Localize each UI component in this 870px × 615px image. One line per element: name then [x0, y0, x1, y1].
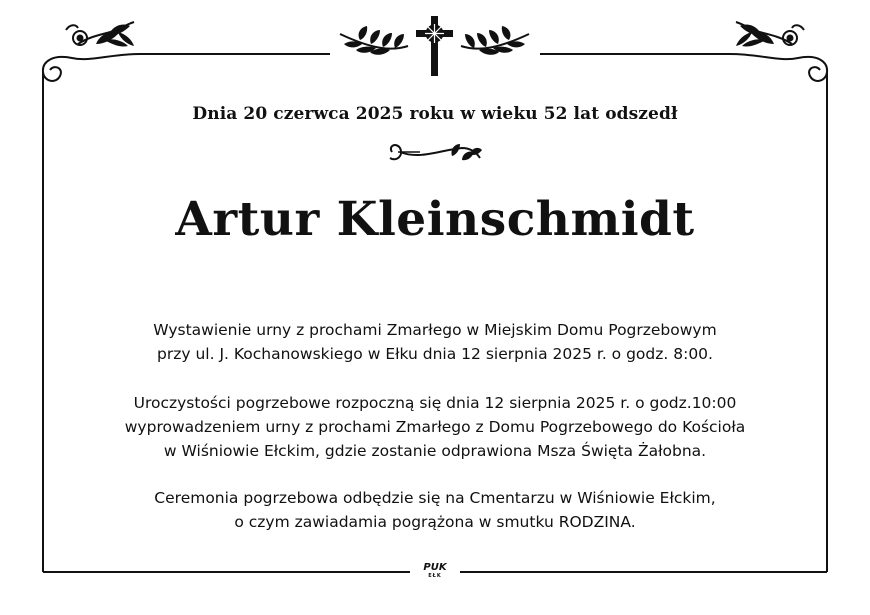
paragraph-line: przy ul. J. Kochanowskiego w Ełku dnia 12 sierpnia 2025 r. o godz. 8:00. [157, 345, 713, 363]
floral-flourish-icon [730, 22, 827, 92]
leaf-flourish-icon [390, 144, 482, 160]
paragraph-burial [60, 486, 810, 534]
logo-text: PUK [423, 562, 447, 573]
puk-logo [414, 563, 456, 579]
deceased-name: Artur Kleinschmidt [175, 192, 695, 247]
paragraph-line: Uroczystości pogrzebowe rozpoczną się dnia 12 sierpnia 2025 r. o godz.10:00 [133, 394, 737, 412]
floral-flourish-icon [43, 22, 140, 92]
paragraph-line: Wystawienie urny z prochami Zmarłego w Miejskim Domu Pogrzebowym [153, 321, 717, 339]
paragraph-funeral-ceremony [60, 391, 810, 463]
paragraph-line: o czym zawiadamia pogrążona w smutku RODZINA. [234, 513, 636, 531]
cross-with-laurel-icon [340, 16, 529, 76]
paragraph-urn-display [60, 318, 810, 366]
paragraph-line: wyprowadzeniem urny z prochami Zmarłego z Domu Pogrzebowego do Kościoła [124, 418, 746, 436]
paragraph-line: Ceremonia pogrzebowa odbędzie się na Cmentarzu w Wiśniowie Ełckim, [154, 489, 716, 507]
logo-subtext: EŁK [428, 573, 442, 579]
paragraph-line: w Wiśniowie Ełckim, gdzie zostanie odprawiona Msza Święta Żałobna. [163, 442, 707, 460]
death-notice-header: Dnia 20 czerwca 2025 roku w wieku 52 lat odszedł [192, 104, 678, 124]
